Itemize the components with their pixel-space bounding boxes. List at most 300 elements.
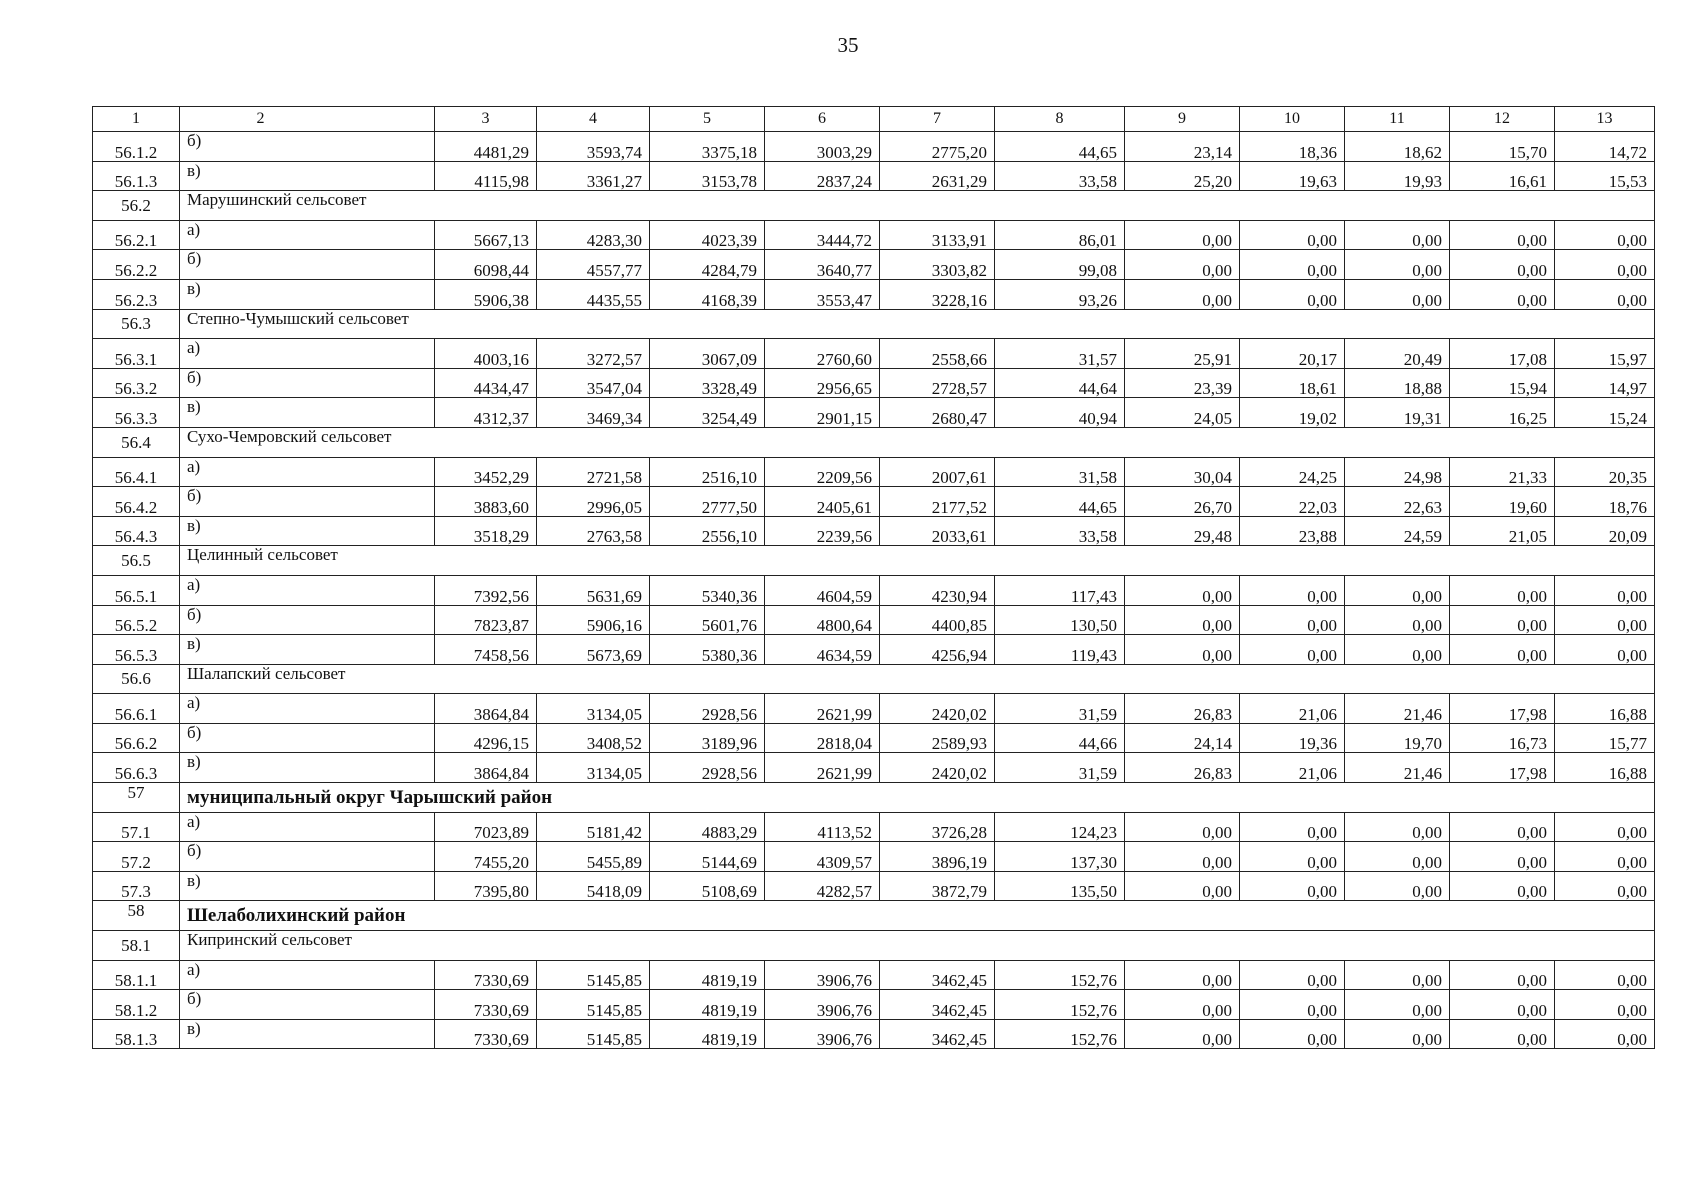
row-id-cell: 56.2.1 [93,220,180,250]
value-cell-col-12: 16,73 [1450,723,1555,753]
value-cell-col-7: 2589,93 [880,723,995,753]
section-title-cell: Целинный сельсовет [180,546,1655,576]
value-cell-col-3: 7395,80 [435,871,537,901]
row-variant-cell: а) [180,960,435,990]
value-cell-col-12: 0,00 [1450,812,1555,842]
value-cell-col-11: 0,00 [1345,279,1450,309]
value-cell-col-5: 5601,76 [650,605,765,635]
value-cell-col-10: 19,63 [1240,161,1345,191]
value-cell-col-4: 3547,04 [537,368,650,398]
value-cell-col-8: 117,43 [995,575,1125,605]
row-id-cell: 56.5.3 [93,635,180,665]
value-cell-col-8: 152,76 [995,960,1125,990]
value-cell-col-7: 4256,94 [880,635,995,665]
value-cell-col-10: 0,00 [1240,990,1345,1020]
value-cell-col-9: 26,70 [1125,487,1240,517]
value-cell-col-13: 20,35 [1555,457,1655,487]
page-number: 35 [837,33,859,57]
value-cell-col-12: 17,08 [1450,339,1555,369]
value-cell-col-8: 44,64 [995,368,1125,398]
value-cell-col-4: 3469,34 [537,398,650,428]
header-cell-4: 4 [537,107,650,132]
value-cell-col-8: 124,23 [995,812,1125,842]
header-row [93,107,1655,132]
value-cell-col-6: 2818,04 [765,723,880,753]
value-cell-col-5: 4883,29 [650,812,765,842]
value-cell-col-7: 3726,28 [880,812,995,842]
value-cell-col-5: 3328,49 [650,368,765,398]
section-title-cell: Кипринский сельсовет [180,931,1655,961]
value-cell-col-11: 18,88 [1345,368,1450,398]
value-cell-col-12: 0,00 [1450,871,1555,901]
value-cell-col-6: 2209,56 [765,457,880,487]
tariff-table [92,106,1655,1049]
value-cell-col-5: 2928,56 [650,694,765,724]
value-cell-col-5: 2928,56 [650,753,765,783]
value-cell-col-6: 2621,99 [765,753,880,783]
section-row [93,309,1655,339]
value-cell-col-13: 0,00 [1555,220,1655,250]
value-cell-col-12: 0,00 [1450,842,1555,872]
value-cell-col-9: 23,14 [1125,132,1240,162]
value-cell-col-11: 0,00 [1345,575,1450,605]
row-variant-cell: в) [180,635,435,665]
value-cell-col-11: 0,00 [1345,842,1450,872]
value-cell-col-10: 18,61 [1240,368,1345,398]
table-row [93,575,1655,605]
section-id-cell: 56.3 [93,309,180,339]
value-cell-col-6: 4113,52 [765,812,880,842]
table-row [93,398,1655,428]
value-cell-col-5: 4819,19 [650,990,765,1020]
value-cell-col-9: 0,00 [1125,812,1240,842]
section-row [93,931,1655,961]
row-variant-cell: а) [180,339,435,369]
value-cell-col-12: 19,60 [1450,487,1555,517]
table-row [93,1019,1655,1049]
row-variant-cell: б) [180,723,435,753]
value-cell-col-5: 4819,19 [650,1019,765,1049]
row-variant-cell: а) [180,220,435,250]
value-cell-col-4: 4283,30 [537,220,650,250]
value-cell-col-13: 0,00 [1555,250,1655,280]
value-cell-col-10: 19,02 [1240,398,1345,428]
value-cell-col-12: 21,05 [1450,516,1555,546]
value-cell-col-8: 119,43 [995,635,1125,665]
row-id-cell: 56.6.3 [93,753,180,783]
section-row [93,427,1655,457]
value-cell-col-3: 3518,29 [435,516,537,546]
value-cell-col-5: 2556,10 [650,516,765,546]
value-cell-col-4: 2763,58 [537,516,650,546]
value-cell-col-13: 0,00 [1555,842,1655,872]
value-cell-col-8: 152,76 [995,1019,1125,1049]
value-cell-col-11: 0,00 [1345,605,1450,635]
value-cell-col-4: 5145,85 [537,990,650,1020]
value-cell-col-7: 4230,94 [880,575,995,605]
row-variant-cell: б) [180,487,435,517]
table-row [93,605,1655,635]
value-cell-col-13: 15,53 [1555,161,1655,191]
value-cell-col-8: 31,57 [995,339,1125,369]
row-id-cell: 56.6.2 [93,723,180,753]
value-cell-col-7: 3872,79 [880,871,995,901]
section-row [93,546,1655,576]
value-cell-col-4: 3134,05 [537,694,650,724]
value-cell-col-5: 5380,36 [650,635,765,665]
value-cell-col-4: 5145,85 [537,960,650,990]
row-id-cell: 56.4.1 [93,457,180,487]
value-cell-col-10: 0,00 [1240,960,1345,990]
value-cell-col-13: 0,00 [1555,990,1655,1020]
value-cell-col-12: 0,00 [1450,635,1555,665]
value-cell-col-4: 5673,69 [537,635,650,665]
value-cell-col-7: 3462,45 [880,990,995,1020]
value-cell-col-13: 0,00 [1555,960,1655,990]
value-cell-col-5: 4284,79 [650,250,765,280]
value-cell-col-10: 23,88 [1240,516,1345,546]
section-row [93,664,1655,694]
table-row [93,871,1655,901]
value-cell-col-8: 31,59 [995,753,1125,783]
value-cell-col-9: 0,00 [1125,960,1240,990]
value-cell-col-7: 3133,91 [880,220,995,250]
value-cell-col-3: 5906,38 [435,279,537,309]
table-row [93,635,1655,665]
value-cell-col-4: 3408,52 [537,723,650,753]
table-row [93,132,1655,162]
value-cell-col-3: 4115,98 [435,161,537,191]
value-cell-col-3: 4434,47 [435,368,537,398]
value-cell-col-9: 24,05 [1125,398,1240,428]
value-cell-col-8: 31,58 [995,457,1125,487]
value-cell-col-12: 17,98 [1450,753,1555,783]
row-id-cell: 56.3.1 [93,339,180,369]
value-cell-col-7: 2680,47 [880,398,995,428]
value-cell-col-6: 2901,15 [765,398,880,428]
value-cell-col-8: 93,26 [995,279,1125,309]
value-cell-col-3: 7458,56 [435,635,537,665]
row-id-cell: 56.5.2 [93,605,180,635]
table-row [93,723,1655,753]
row-variant-cell: б) [180,842,435,872]
value-cell-col-11: 20,49 [1345,339,1450,369]
value-cell-col-6: 2956,65 [765,368,880,398]
section-title-cell: Степно-Чумышский сельсовет [180,309,1655,339]
value-cell-col-3: 3452,29 [435,457,537,487]
header-cell-5: 5 [650,107,765,132]
value-cell-col-3: 7023,89 [435,812,537,842]
header-cell-7: 7 [880,107,995,132]
row-id-cell: 57.2 [93,842,180,872]
header-cell-8: 8 [995,107,1125,132]
value-cell-col-6: 3906,76 [765,990,880,1020]
value-cell-col-7: 2007,61 [880,457,995,487]
header-cell-13: 13 [1555,107,1655,132]
value-cell-col-3: 3864,84 [435,753,537,783]
value-cell-col-4: 5906,16 [537,605,650,635]
value-cell-col-7: 4400,85 [880,605,995,635]
value-cell-col-3: 7330,69 [435,960,537,990]
table-row [93,516,1655,546]
value-cell-col-5: 5340,36 [650,575,765,605]
value-cell-col-4: 3361,27 [537,161,650,191]
value-cell-col-7: 3462,45 [880,960,995,990]
value-cell-col-7: 2420,02 [880,753,995,783]
value-cell-col-6: 2621,99 [765,694,880,724]
row-variant-cell: б) [180,605,435,635]
value-cell-col-8: 130,50 [995,605,1125,635]
value-cell-col-11: 0,00 [1345,1019,1450,1049]
value-cell-col-4: 3593,74 [537,132,650,162]
value-cell-col-13: 0,00 [1555,575,1655,605]
row-variant-cell: в) [180,753,435,783]
row-id-cell: 56.2.2 [93,250,180,280]
value-cell-col-9: 24,14 [1125,723,1240,753]
value-cell-col-12: 0,00 [1450,575,1555,605]
value-cell-col-8: 33,58 [995,161,1125,191]
value-cell-col-13: 0,00 [1555,635,1655,665]
value-cell-col-11: 21,46 [1345,753,1450,783]
value-cell-col-10: 21,06 [1240,753,1345,783]
table-row [93,990,1655,1020]
header-cell-6: 6 [765,107,880,132]
section-id-cell: 56.2 [93,191,180,221]
value-cell-col-6: 4604,59 [765,575,880,605]
value-cell-col-6: 4309,57 [765,842,880,872]
value-cell-col-5: 4819,19 [650,960,765,990]
value-cell-col-3: 3864,84 [435,694,537,724]
value-cell-col-7: 3303,82 [880,250,995,280]
section-row [93,191,1655,221]
row-id-cell: 56.6.1 [93,694,180,724]
value-cell-col-6: 2837,24 [765,161,880,191]
value-cell-col-9: 0,00 [1125,1019,1240,1049]
section-id-cell: 58 [93,901,180,931]
value-cell-col-12: 15,70 [1450,132,1555,162]
value-cell-col-10: 0,00 [1240,1019,1345,1049]
value-cell-col-3: 7392,56 [435,575,537,605]
value-cell-col-4: 5145,85 [537,1019,650,1049]
value-cell-col-9: 0,00 [1125,250,1240,280]
value-cell-col-6: 2760,60 [765,339,880,369]
value-cell-col-4: 2996,05 [537,487,650,517]
value-cell-col-10: 22,03 [1240,487,1345,517]
section-title-cell: Шелаболихинский район [180,901,1655,931]
header-cell-9: 9 [1125,107,1240,132]
value-cell-col-13: 15,77 [1555,723,1655,753]
header-cell-3: 3 [435,107,537,132]
value-cell-col-5: 5108,69 [650,871,765,901]
value-cell-col-5: 3189,96 [650,723,765,753]
value-cell-col-4: 3272,57 [537,339,650,369]
row-id-cell: 58.1.2 [93,990,180,1020]
value-cell-col-5: 3153,78 [650,161,765,191]
section-row [93,783,1655,813]
row-variant-cell: а) [180,457,435,487]
value-cell-col-3: 4296,15 [435,723,537,753]
value-cell-col-6: 3906,76 [765,960,880,990]
value-cell-col-3: 7330,69 [435,990,537,1020]
row-variant-cell: б) [180,368,435,398]
value-cell-col-11: 0,00 [1345,960,1450,990]
table-row [93,457,1655,487]
value-cell-col-12: 15,94 [1450,368,1555,398]
row-variant-cell: а) [180,575,435,605]
value-cell-col-13: 14,72 [1555,132,1655,162]
value-cell-col-11: 18,62 [1345,132,1450,162]
value-cell-col-10: 24,25 [1240,457,1345,487]
section-id-cell: 57 [93,783,180,813]
value-cell-col-5: 2516,10 [650,457,765,487]
header-cell-1: 1 [93,107,180,132]
value-cell-col-9: 29,48 [1125,516,1240,546]
value-cell-col-12: 16,61 [1450,161,1555,191]
header-cell-11: 11 [1345,107,1450,132]
value-cell-col-11: 0,00 [1345,220,1450,250]
value-cell-col-6: 2239,56 [765,516,880,546]
value-cell-col-10: 20,17 [1240,339,1345,369]
row-variant-cell: в) [180,871,435,901]
value-cell-col-12: 21,33 [1450,457,1555,487]
value-cell-col-8: 137,30 [995,842,1125,872]
section-title-cell: Шалапский сельсовет [180,664,1655,694]
value-cell-col-9: 0,00 [1125,605,1240,635]
value-cell-col-4: 4557,77 [537,250,650,280]
value-cell-col-3: 7455,20 [435,842,537,872]
value-cell-col-11: 0,00 [1345,635,1450,665]
value-cell-col-5: 5144,69 [650,842,765,872]
value-cell-col-11: 0,00 [1345,250,1450,280]
value-cell-col-3: 3883,60 [435,487,537,517]
row-variant-cell: б) [180,990,435,1020]
value-cell-col-12: 17,98 [1450,694,1555,724]
section-id-cell: 56.5 [93,546,180,576]
row-variant-cell: в) [180,398,435,428]
table-row [93,279,1655,309]
value-cell-col-9: 0,00 [1125,279,1240,309]
value-cell-col-6: 4282,57 [765,871,880,901]
value-cell-col-12: 0,00 [1450,279,1555,309]
table-row [93,960,1655,990]
value-cell-col-9: 0,00 [1125,575,1240,605]
row-id-cell: 57.3 [93,871,180,901]
value-cell-col-10: 19,36 [1240,723,1345,753]
table-row [93,842,1655,872]
value-cell-col-6: 4634,59 [765,635,880,665]
row-variant-cell: б) [180,132,435,162]
value-cell-col-13: 15,97 [1555,339,1655,369]
value-cell-col-10: 0,00 [1240,250,1345,280]
value-cell-col-8: 31,59 [995,694,1125,724]
value-cell-col-7: 2033,61 [880,516,995,546]
value-cell-col-3: 5667,13 [435,220,537,250]
row-variant-cell: а) [180,812,435,842]
header-cell-10: 10 [1240,107,1345,132]
value-cell-col-4: 3134,05 [537,753,650,783]
value-cell-col-13: 0,00 [1555,279,1655,309]
value-cell-col-7: 3896,19 [880,842,995,872]
value-cell-col-5: 4168,39 [650,279,765,309]
section-title-cell: Сухо-Чемровский сельсовет [180,427,1655,457]
value-cell-col-4: 2721,58 [537,457,650,487]
value-cell-col-10: 0,00 [1240,575,1345,605]
table-row [93,753,1655,783]
value-cell-col-8: 152,76 [995,990,1125,1020]
row-id-cell: 56.4.2 [93,487,180,517]
value-cell-col-5: 2777,50 [650,487,765,517]
section-title-cell: муниципальный округ Чарышский район [180,783,1655,813]
value-cell-col-9: 23,39 [1125,368,1240,398]
value-cell-col-11: 0,00 [1345,871,1450,901]
value-cell-col-12: 0,00 [1450,960,1555,990]
value-cell-col-8: 44,66 [995,723,1125,753]
table-row [93,368,1655,398]
table-row [93,250,1655,280]
row-variant-cell: в) [180,516,435,546]
value-cell-col-9: 0,00 [1125,842,1240,872]
value-cell-col-8: 86,01 [995,220,1125,250]
section-id-cell: 58.1 [93,931,180,961]
value-cell-col-8: 40,94 [995,398,1125,428]
value-cell-col-3: 4312,37 [435,398,537,428]
value-cell-col-13: 16,88 [1555,694,1655,724]
value-cell-col-11: 22,63 [1345,487,1450,517]
value-cell-col-9: 26,83 [1125,694,1240,724]
header-cell-12: 12 [1450,107,1555,132]
row-variant-cell: в) [180,161,435,191]
value-cell-col-4: 5455,89 [537,842,650,872]
row-id-cell: 56.3.3 [93,398,180,428]
value-cell-col-10: 18,36 [1240,132,1345,162]
row-id-cell: 56.2.3 [93,279,180,309]
table-row [93,339,1655,369]
header-cell-2: 2 [180,107,435,132]
row-variant-cell: а) [180,694,435,724]
value-cell-col-7: 2177,52 [880,487,995,517]
value-cell-col-9: 0,00 [1125,871,1240,901]
value-cell-col-10: 0,00 [1240,635,1345,665]
value-cell-col-9: 26,83 [1125,753,1240,783]
row-variant-cell: б) [180,250,435,280]
value-cell-col-9: 0,00 [1125,220,1240,250]
value-cell-col-6: 3553,47 [765,279,880,309]
value-cell-col-7: 3228,16 [880,279,995,309]
value-cell-col-11: 24,98 [1345,457,1450,487]
row-id-cell: 56.1.3 [93,161,180,191]
value-cell-col-3: 6098,44 [435,250,537,280]
table-row [93,161,1655,191]
value-cell-col-6: 3640,77 [765,250,880,280]
value-cell-col-8: 99,08 [995,250,1125,280]
value-cell-col-8: 135,50 [995,871,1125,901]
section-title-cell: Марушинский сельсовет [180,191,1655,221]
value-cell-col-10: 0,00 [1240,605,1345,635]
value-cell-col-9: 25,20 [1125,161,1240,191]
value-cell-col-8: 44,65 [995,132,1125,162]
value-cell-col-11: 21,46 [1345,694,1450,724]
table-row [93,694,1655,724]
value-cell-col-13: 0,00 [1555,871,1655,901]
value-cell-col-13: 14,97 [1555,368,1655,398]
value-cell-col-9: 0,00 [1125,990,1240,1020]
value-cell-col-11: 24,59 [1345,516,1450,546]
value-cell-col-5: 3254,49 [650,398,765,428]
value-cell-col-6: 3444,72 [765,220,880,250]
value-cell-col-13: 15,24 [1555,398,1655,428]
value-cell-col-5: 3067,09 [650,339,765,369]
row-id-cell: 58.1.1 [93,960,180,990]
